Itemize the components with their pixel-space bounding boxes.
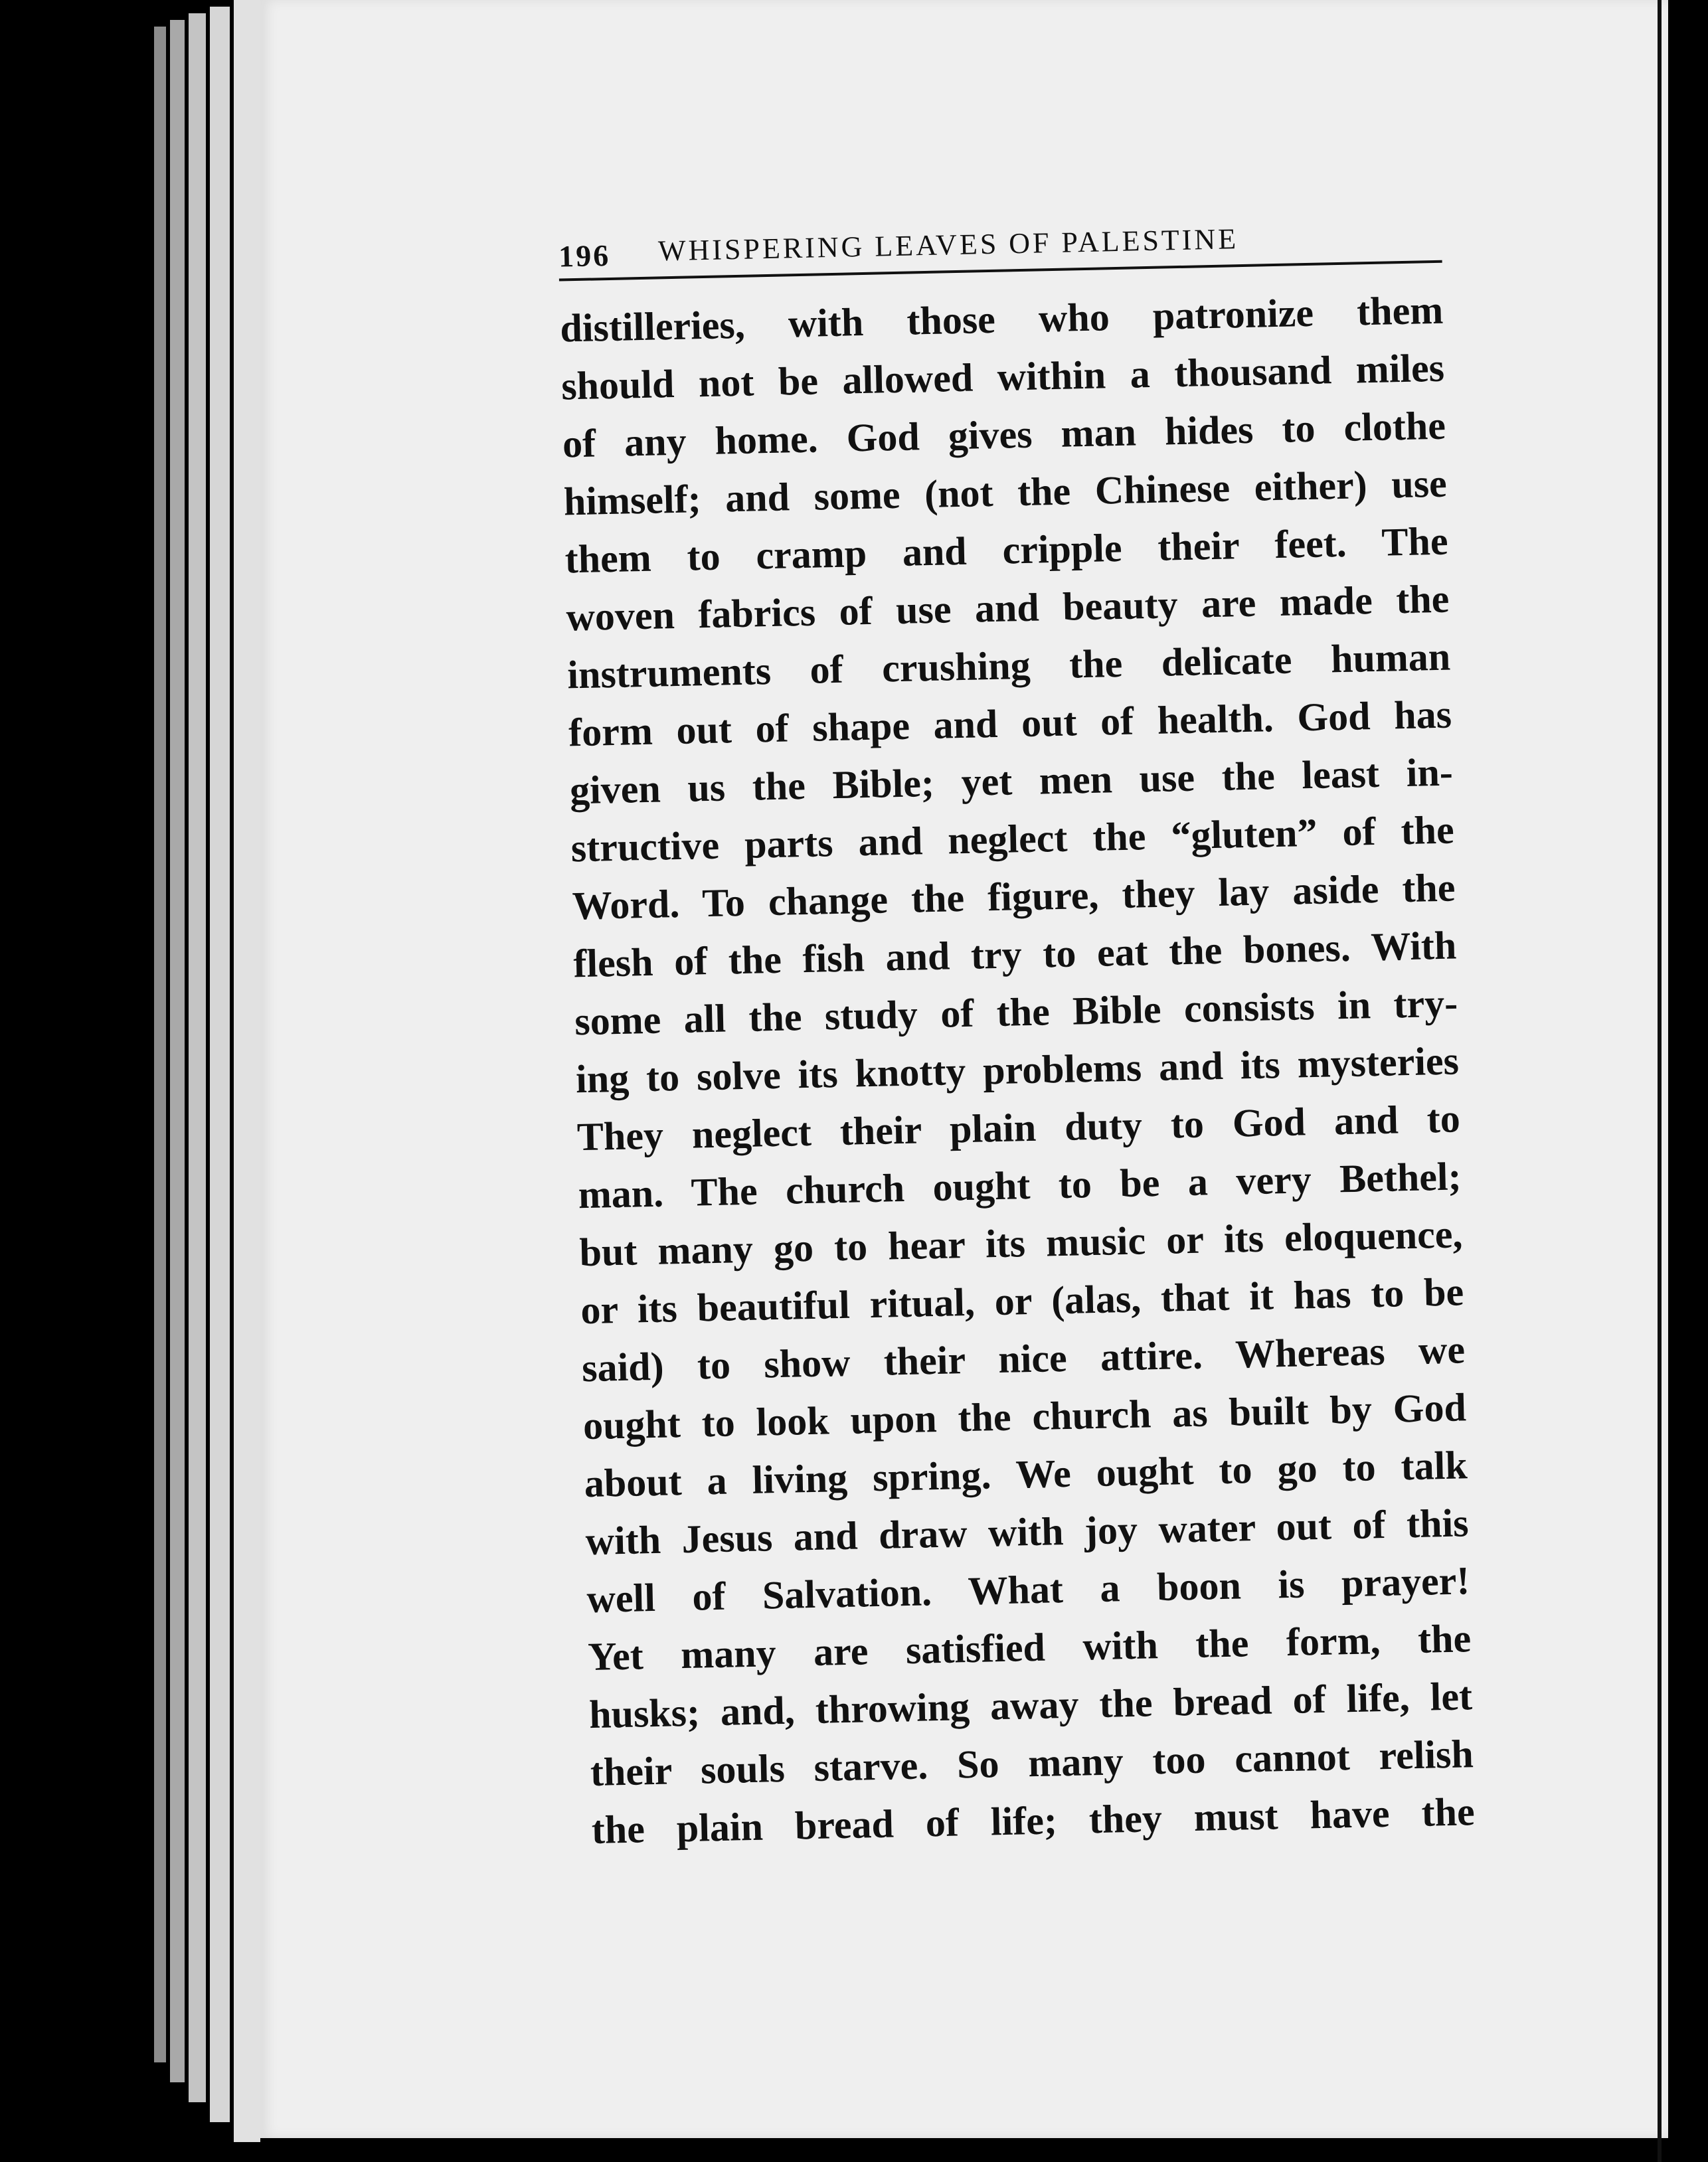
text-line: or its beautiful ritual, or (alas, that it has to be: [580, 1270, 1464, 1333]
text-line: of any home. God gives man hides to clothe: [562, 403, 1446, 466]
text-line: the plain bread of life; they must have the: [591, 1789, 1476, 1853]
text-line: with Jesus and draw with joy water out of this: [585, 1501, 1470, 1564]
page-number: 196: [558, 238, 611, 274]
text-line: man. The church ought to be a very Bethel;: [578, 1154, 1462, 1217]
scan-border: [1668, 0, 1708, 2162]
text-line: some all the study of the Bible consists in try-: [574, 981, 1458, 1044]
page-gutter-line: [1658, 0, 1662, 2162]
text-line: ing to solve its knotty problems and its mysteries: [575, 1039, 1460, 1102]
text-line: flesh of the fish and try to eat the bones. With: [572, 923, 1457, 986]
running-head-title: WHISPERING LEAVES OF PALESTINE: [657, 222, 1239, 268]
text-line: well of Salvation. What a boon is prayer!: [586, 1558, 1470, 1622]
page-edge: [189, 13, 206, 2102]
page-edge: [170, 20, 185, 2082]
text-line: ought to look upon the church as built by God: [582, 1385, 1467, 1448]
body-text: [547, 281, 1509, 1860]
text-line: about a living spring. We ought to go to talk: [584, 1443, 1468, 1506]
text-line: them to cramp and cripple their feet. The: [564, 519, 1449, 582]
text-line: himself; and some (not the Chinese either) use: [563, 461, 1448, 524]
page-content: [545, 200, 1508, 1860]
page-edge: [210, 7, 230, 2122]
text-line: woven fabrics of use and beauty are made the: [565, 576, 1450, 639]
text-line: should not be allowed within a thousand miles: [560, 345, 1445, 408]
text-line: structive parts and neglect the “gluten” of the: [570, 807, 1455, 871]
text-line: given us the Bible; yet men use the least in-: [569, 750, 1454, 813]
text-line: Word. To change the figure, they lay aside the: [571, 865, 1456, 928]
page-edge: [234, 0, 260, 2142]
text-line: their souls starve. So many too cannot relish: [590, 1732, 1474, 1795]
text-line: husks; and, throwing away the bread of life, let: [588, 1674, 1473, 1737]
text-line: said) to show their nice attire. Whereas we: [581, 1327, 1466, 1390]
text-line: instruments of crushing the delicate human: [566, 634, 1451, 697]
text-line: but many go to hear its music or its eloquence,: [578, 1212, 1464, 1275]
text-line: Yet many are satisfied with the form, the: [587, 1616, 1472, 1679]
text-line: distilleries, with those who patronize them: [559, 288, 1444, 351]
text-line: They neglect their plain duty to God and to: [576, 1096, 1461, 1159]
text-line: form out of shape and out of health. God has: [568, 692, 1452, 755]
page-edge: [154, 27, 166, 2062]
